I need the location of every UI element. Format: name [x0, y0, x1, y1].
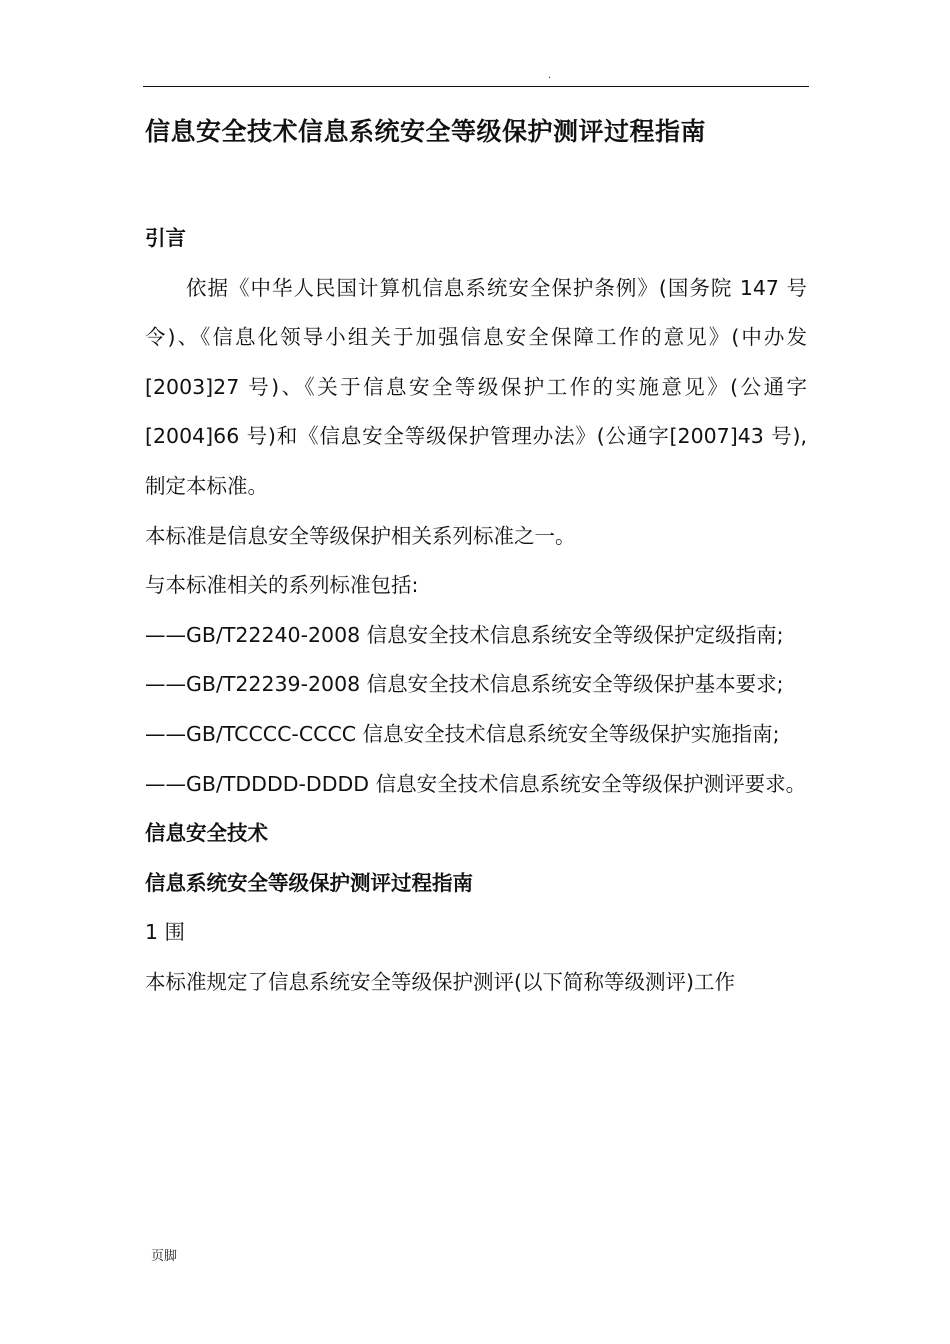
- document-title: 信息安全技术信息系统安全等级保护测评过程指南: [145, 117, 707, 146]
- subheading-security-technology: 信息安全技术: [145, 821, 268, 846]
- related-standard-item: ——GB/TDDDD-DDDD 信息安全技术信息系统安全等级保护测评要求。: [145, 771, 807, 796]
- related-standard-item: ——GB/T22239-2008 信息安全技术信息系统安全等级保护基本要求;: [145, 672, 784, 697]
- section-1-title: 1 围: [145, 920, 186, 945]
- intro-paragraph: 依据《中华人民国计算机信息系统安全保护条例》(国务院 147 号令)、《信息化领导小组关于加强信息安全保障工作的意见》(中办发[2003]27 号)、《关于信息安全等级保护工作的实施意见》(公通字[2004]66 号)和《信息安全等级保护管理办法》(公通字[2007]43 号),制定本标准。: [145, 275, 807, 498]
- related-standard-item: ——GB/TCCCC-CCCC 信息安全技术信息系统安全等级保护实施指南;: [145, 721, 780, 746]
- footer-label: 页脚: [151, 1249, 178, 1264]
- section-1-text: 本标准规定了信息系统安全等级保护测评(以下简称等级测评)工作: [145, 969, 735, 994]
- related-standard-item: ——GB/T22240-2008 信息安全技术信息系统安全等级保护定级指南;: [145, 622, 784, 647]
- document-body: [145, 214, 807, 1008]
- header-rule: [143, 86, 809, 87]
- header-dot: .: [548, 70, 552, 81]
- related-standards-intro: 与本标准相关的系列标准包括:: [145, 573, 419, 598]
- subheading-process-guide: 信息系统安全等级保护测评过程指南: [145, 870, 473, 895]
- intro-heading: 引言: [145, 226, 186, 250]
- series-statement: 本标准是信息安全等级保护相关系列标准之一。: [145, 523, 576, 548]
